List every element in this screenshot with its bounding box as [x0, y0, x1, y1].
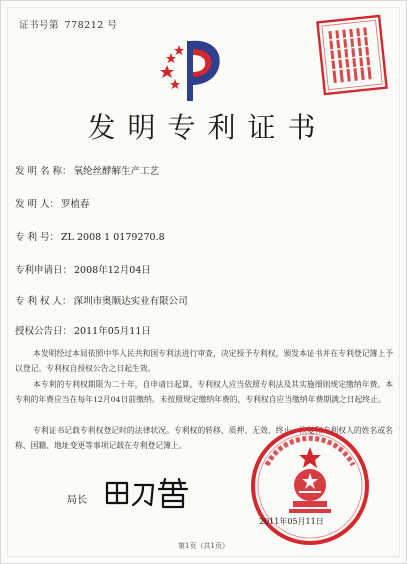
- director-signature: [101, 475, 191, 511]
- emblem-star-3: [174, 45, 184, 55]
- official-seal-icon: [249, 425, 371, 547]
- emblem-star-4: [170, 79, 180, 89]
- body-paragraph-1: 本发明经过本局依照中华人民共和国专利法进行审查，决定授予专利权，颁发本证书并在专利登记簿上予以登记。专利权自授权公告之日起生效。: [15, 349, 393, 373]
- body-paragraph-2: 本专利的专利权期限为二十年，自申请日起算。专利权人应当依照专利法及其实施细则规定缴纳年费。本专利的年费应当在每年12月04日前缴纳。未按照规定缴纳年费的，专利权自应当缴纳年费期满之日起终止。: [15, 380, 393, 404]
- certificate-title: 发明专利证书: [87, 111, 328, 144]
- patent-number-label: 专 利 号：: [15, 232, 60, 243]
- inventor-row: [15, 196, 90, 210]
- director-title: 局长: [67, 495, 87, 506]
- patent-number-row: [15, 229, 165, 243]
- seal-star-icon: [299, 447, 321, 468]
- patentee-value: 深圳市奥顺达实业有限公司: [73, 296, 188, 307]
- filing-date-row: [15, 262, 151, 276]
- filing-date-value: 2008年12月04日: [74, 265, 151, 276]
- patentee-label: 专 利 权 人：: [15, 296, 72, 307]
- patent-office-emblem-icon: [157, 35, 229, 105]
- invention-name-label: 发 明 名 称：: [15, 166, 72, 177]
- grant-date-row: [15, 323, 151, 337]
- certificate-number-value: 778212: [64, 20, 104, 31]
- certificate-number-label: 证书号第: [19, 20, 60, 31]
- invention-name-value: 氧纶丝酵解生产工艺: [73, 166, 160, 177]
- inventor-label: 发 明 人：: [15, 199, 60, 210]
- patent-number-value: ZL 2008 1 0179270.8: [61, 232, 165, 243]
- grant-date-value: 2011年05月11日: [74, 326, 151, 337]
- inventor-value: 罗植春: [61, 199, 90, 210]
- certificate-number-suffix: 号: [107, 20, 118, 31]
- page-number: 第1页（共1页）: [178, 542, 229, 550]
- issue-date: 2011年05月11日: [259, 517, 324, 526]
- emblem-star-1: [160, 65, 174, 78]
- certificate-number: [19, 17, 117, 31]
- grant-date-label: 授权公告日：: [15, 326, 73, 337]
- body-paragraph-3: 专利证书记载专利权登记时的法律状况。专利权的转移、质押、无效、终止、恢复和专利权人的姓名或名称、国籍、地址变更等事项记载在专利登记簿上。: [15, 426, 393, 450]
- invention-name-row: [15, 163, 159, 177]
- patentee-row: [15, 293, 188, 307]
- agency-stamp-icon: [313, 12, 391, 99]
- filing-date-label: 专利申请日：: [15, 265, 73, 276]
- emblem-star-2: [166, 53, 176, 63]
